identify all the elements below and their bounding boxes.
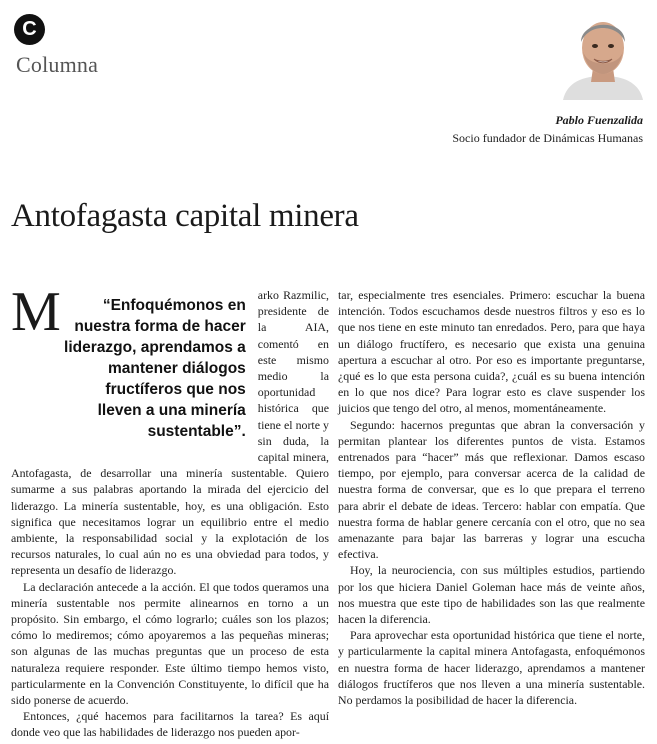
- paragraph-7: Para aprovechar esta oportunidad histórica que tiene el norte, y particularmente la capital minera Antofagasta, enfoquémonos en nuestra forma de hacer liderazgo, aprendamos a mantener diálogos fructíferos que nos lleven a una minería sustentable. No perdamos la posibilidad de hacer la diferencia.: [338, 628, 645, 708]
- paragraph-1: [11, 281, 329, 579]
- drop-cap: M: [11, 281, 61, 343]
- author-photo: [561, 8, 645, 100]
- paragraph-6: Hoy, la neurociencia, con sus múltiples estudios, partiendo por los que hiciera Daniel Goleman hace más de veinte años, nos muestra que este tipo de habilidades son las que realmente hacen la diferencia.: [338, 563, 645, 627]
- paragraph-5: Segundo: hacernos preguntas que abran la conversación y permitan plantear los diferentes puntos de vista. Estamos entrenados para “hacer” más que reflexionar. Damos escaso tiempo, por ejemplo, para conversar acerca de la calidad de nuestra forma de conversar, que es lo que prepara el terreno para abrir el debate de ideas. Tercero: hablar con empatía. Que nuestra forma de hablar genere cercanía con el otro, que no sea amenazante para bajar las barreras y lograr una escucha efectiva.: [338, 417, 645, 562]
- paragraph-4: tar, especialmente tres esenciales. Primero: escuchar la buena intención. Todos escuchamos desde nuestros filtros y eso es lo que nos tiene en este minuto tan enredados. Pero, para que haya un diálogo fructífero, es necesario que exista una genuina apertura a escuchar al otro. Por eso es importante preguntarse, ¿qué es lo que esta persona cuida?, ¿cuál es su buena intención en lo que nos dice? Para lograr esto es clave suspender los juicios que tengo del otro, al menos, momentáneamente.: [338, 288, 645, 416]
- article-column-1: [11, 281, 329, 741]
- article-column-2: [338, 287, 645, 708]
- section-badge: C: [14, 14, 45, 45]
- paragraph-3: Entonces, ¿qué hacemos para facilitarnos la tarea? Es aquí donde veo que las habilidades de liderazgo nos pueden apor-: [11, 709, 329, 740]
- pull-quote: “Enfoquémonos en nuestra forma de hacer liderazgo, aprendamos a mantener diálogos fructíferos que nos lleven a una minería sustentable”.: [64, 297, 246, 440]
- paragraph-2: La declaración antecede a la acción. El que todos queramos una minería sustentable nos permite alinearnos en torno a un propósito. Sin embargo, el cómo lograrlo; cuáles son los plazos; cómo lo mediremos; cómo apoyaremos a las pequeñas mineras; son algunas de las muchas preguntas que un proceso de esta naturaleza requiere responder. Este último tiempo hemos visto, particularmente en la Convención Constituyente, lo difícil que ha sido ponerse de acuerdo.: [11, 579, 329, 708]
- section-label: Columna: [16, 52, 99, 77]
- author-name: Pablo Fuenzalida: [555, 113, 643, 127]
- paragraph-1-text: arko Razmilic, presidente de la AIA, comentó en este mismo medio la oportunidad histórica que tiene el norte y sin duda, la capital minera, Antofagasta, de desarrollar una minería sustentable. Quiero sumarme a sus palabras aportando la mirada del ejercicio del liderazgo. La minería sustentable, hoy, es una obligación. Esto significa que necesitamos lograr un equilibrio entre el medio ambiente, la responsabilidad social y la explotación de los recursos naturales, lo cual aún no es una obviedad para todos, y representa un desafío de liderazgo.: [11, 288, 329, 578]
- author-role: Socio fundador de Dinámicas Humanas: [452, 131, 643, 145]
- article-headline: Antofagasta capital minera: [11, 198, 359, 234]
